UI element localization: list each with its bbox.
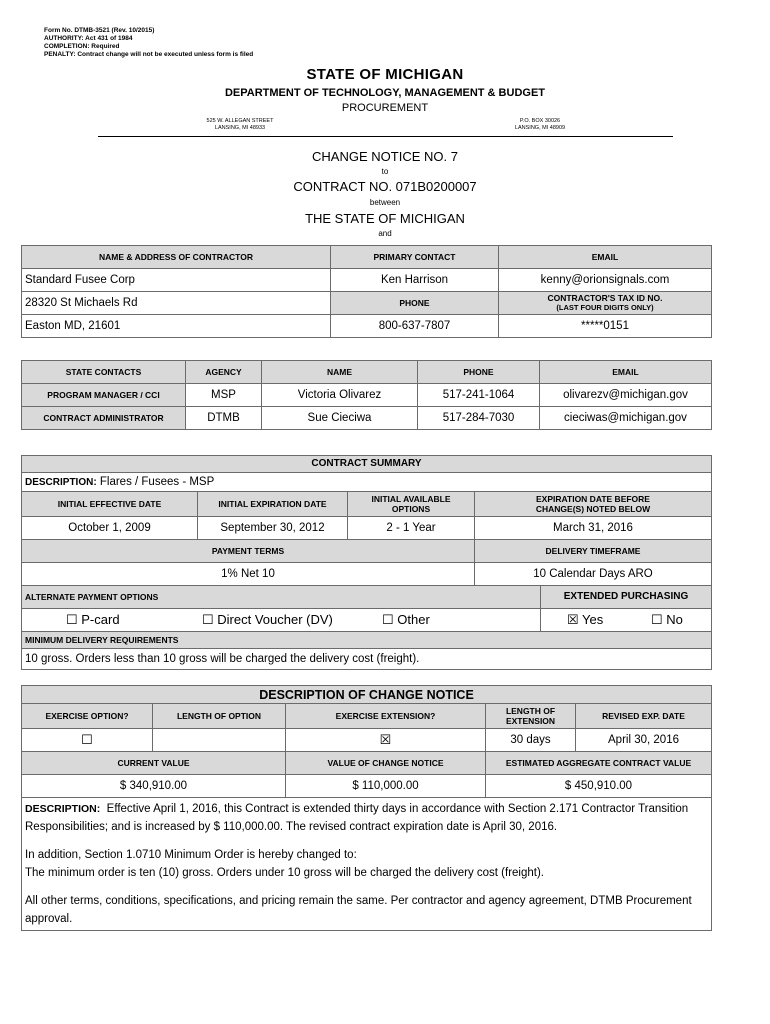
header-payment-terms: PAYMENT TERMS — [22, 540, 475, 563]
contractor-name: Standard Fusee Corp — [22, 269, 331, 292]
spacer — [25, 882, 708, 892]
agency-cell: DTMB — [186, 407, 262, 430]
length-of-extension: 30 days — [486, 729, 576, 752]
form-number: Form No. DTMB-3521 (Rev. 10/2015) — [44, 27, 155, 34]
penalty: PENALTY: Contract change will not be executed unless form is filed — [44, 51, 254, 58]
header-expiration-before-line2: CHANGE(S) NOTED BELOW — [535, 504, 651, 514]
email-cell: cieciwas@michigan.gov — [540, 407, 712, 430]
header-length-ext-line2: EXTENSION — [505, 716, 556, 726]
header-initial-expiration-date: INITIAL EXPIRATION DATE — [198, 492, 348, 517]
email-cell: olivarezv@michigan.gov — [540, 384, 712, 407]
header-extended-purchasing: EXTENDED PURCHASING — [541, 586, 712, 609]
header-min-delivery: MINIMUM DELIVERY REQUIREMENTS — [22, 632, 712, 649]
min-delivery-requirements: 10 gross. Orders less than 10 gross will be charged the delivery cost (freight). — [22, 649, 712, 670]
change-notice-title: DESCRIPTION OF CHANGE NOTICE — [22, 686, 712, 704]
initial-effective-date: October 1, 2009 — [22, 517, 198, 540]
address-left-line2: LANSING, MI 48933 — [214, 125, 266, 131]
contractor-table — [21, 245, 712, 338]
authority: AUTHORITY: Act 431 of 1984 — [44, 35, 133, 42]
contract-summary-table — [21, 455, 712, 670]
change-description-p2b: The minimum order is ten (10) gross. Orders under 10 gross will be charged the delivery cost (freight). — [25, 867, 544, 879]
role-program-manager: PROGRAM MANAGER / CCI — [22, 384, 186, 407]
address-right-line1: P.O. BOX 30026 — [519, 118, 561, 124]
expiration-before-change: March 31, 2016 — [475, 517, 712, 540]
header-revised-exp-date: REVISED EXP. DATE — [576, 704, 712, 729]
header-tax-id-line2: (LAST FOUR DIGITS ONLY) — [556, 303, 654, 312]
current-value: $ 340,910.00 — [22, 775, 286, 798]
contractor-tax-id: *****0151 — [499, 315, 712, 338]
header-name: NAME — [262, 361, 418, 384]
to-label: to — [381, 167, 389, 176]
header-expiration-before-line1: EXPIRATION DATE BEFORE — [536, 494, 650, 504]
change-description-p3: All other terms, conditions, specifications, and pricing remain the same. Per contractor and agency agreement, DTMB Procurement approval. — [25, 895, 692, 925]
change-description-text: Effective April 1, 2016, this Contract is extended thirty days in accordance with Section 2.171 Contractor Transition Responsibilities; and is increased by $ 110,000.00. The revised contract expiration date is April 30, 2016. — [25, 803, 689, 833]
initial-options: 2 - 1 Year — [348, 517, 475, 540]
option-yes[interactable]: ☒ Yes — [567, 612, 604, 627]
address-right-line2: LANSING, MI 48909 — [514, 125, 566, 131]
change-notice-table — [21, 685, 712, 931]
header-email: EMAIL — [499, 246, 712, 269]
summary-title: CONTRACT SUMMARY — [22, 456, 712, 473]
length-of-option — [153, 729, 286, 752]
header-length-of-option: LENGTH OF OPTION — [153, 704, 286, 729]
header-primary-contact: PRIMARY CONTACT — [331, 246, 499, 269]
agency-cell: MSP — [186, 384, 262, 407]
summary-description-value: Flares / Fusees - MSP — [99, 476, 215, 488]
revised-exp-date: April 30, 2016 — [576, 729, 712, 752]
header-email: EMAIL — [540, 361, 712, 384]
estimated-aggregate-value: $ 450,910.00 — [486, 775, 712, 798]
change-description — [22, 798, 712, 931]
header-tax-id — [499, 292, 712, 315]
change-description-label: DESCRIPTION: — [25, 803, 101, 815]
completion: COMPLETION: Required — [44, 43, 120, 50]
and-label: and — [378, 229, 392, 238]
header-length-ext-line1: LENGTH OF — [505, 706, 556, 716]
header-alternate-payment: ALTERNATE PAYMENT OPTIONS — [22, 586, 541, 609]
header-length-of-extension — [486, 704, 576, 729]
contractor-phone: 800-637-7807 — [331, 315, 499, 338]
delivery-timeframe: 10 Calendar Days ARO — [475, 563, 712, 586]
header-initial-effective-date: INITIAL EFFECTIVE DATE — [22, 492, 198, 517]
between-label: between — [369, 198, 401, 207]
address-right — [490, 118, 590, 132]
header-initial-options — [348, 492, 475, 517]
procurement-title: PROCUREMENT — [341, 102, 429, 114]
contract-number: CONTRACT NO. 071B0200007 — [293, 179, 477, 194]
contractor-street: 28320 St Michaels Rd — [22, 292, 331, 315]
header-tax-id-line1: CONTRACTOR'S TAX ID NO. — [547, 293, 663, 303]
option-pcard[interactable]: ☐ P-card — [66, 612, 120, 627]
option-direct-voucher[interactable]: ☐ Direct Voucher (DV) — [202, 612, 333, 627]
role-contract-administrator: CONTRACT ADMINISTRATOR — [22, 407, 186, 430]
initial-expiration-date: September 30, 2012 — [198, 517, 348, 540]
change-description-p2a: In addition, Section 1.0710 Minimum Order is hereby changed to: — [25, 849, 357, 861]
exercise-extension-checkbox[interactable]: ☒ — [286, 729, 486, 752]
phone-cell: 517-284-7030 — [418, 407, 540, 430]
name-cell: Sue Cieciwa — [262, 407, 418, 430]
state-contacts-table — [21, 360, 712, 430]
phone-cell: 517-241-1064 — [418, 384, 540, 407]
contractor-city: Easton MD, 21601 — [22, 315, 331, 338]
summary-description — [22, 473, 712, 492]
form-header-info — [44, 27, 253, 59]
state-title: STATE OF MICHIGAN — [306, 66, 464, 83]
header-phone: PHONE — [418, 361, 540, 384]
header-current-value: CURRENT VALUE — [22, 752, 286, 775]
header-state-contacts: STATE CONTACTS — [22, 361, 186, 384]
exercise-option-checkbox[interactable]: ☐ — [22, 729, 153, 752]
header-exercise-extension: EXERCISE EXTENSION? — [286, 704, 486, 729]
option-no[interactable]: ☐ No — [651, 612, 683, 627]
contractor-email: kenny@orionsignals.com — [499, 269, 712, 292]
header-estimated-aggregate: ESTIMATED AGGREGATE CONTRACT VALUE — [486, 752, 712, 775]
spacer — [25, 836, 708, 846]
address-left-line1: 525 W. ALLEGAN STREET — [206, 118, 274, 124]
name-cell: Victoria Olivarez — [262, 384, 418, 407]
summary-description-label: DESCRIPTION: — [25, 477, 97, 488]
header-divider — [98, 136, 673, 137]
header-initial-options-line1: INITIAL AVAILABLE — [371, 494, 451, 504]
header-initial-options-line2: OPTIONS — [391, 504, 431, 514]
payment-terms: 1% Net 10 — [22, 563, 475, 586]
option-other[interactable]: ☐ Other — [382, 612, 430, 627]
header-delivery-timeframe: DELIVERY TIMEFRAME — [475, 540, 712, 563]
header-exercise-option: EXERCISE OPTION? — [22, 704, 153, 729]
change-description-p1 — [25, 800, 708, 836]
value-of-change: $ 110,000.00 — [286, 775, 486, 798]
header-phone: PHONE — [331, 292, 499, 315]
alternate-payment-options — [22, 609, 541, 632]
header-agency: AGENCY — [186, 361, 262, 384]
extended-purchasing-options — [541, 609, 712, 632]
address-left — [190, 118, 290, 132]
department-title: DEPARTMENT OF TECHNOLOGY, MANAGEMENT & BUDGET — [224, 87, 545, 99]
change-notice-title: CHANGE NOTICE NO. 7 — [312, 149, 458, 164]
header-value-of-change: VALUE OF CHANGE NOTICE — [286, 752, 486, 775]
header-contractor-name: NAME & ADDRESS OF CONTRACTOR — [22, 246, 331, 269]
the-state-label: THE STATE OF MICHIGAN — [305, 211, 465, 226]
header-expiration-before-change — [475, 492, 712, 517]
contractor-contact: Ken Harrison — [331, 269, 499, 292]
